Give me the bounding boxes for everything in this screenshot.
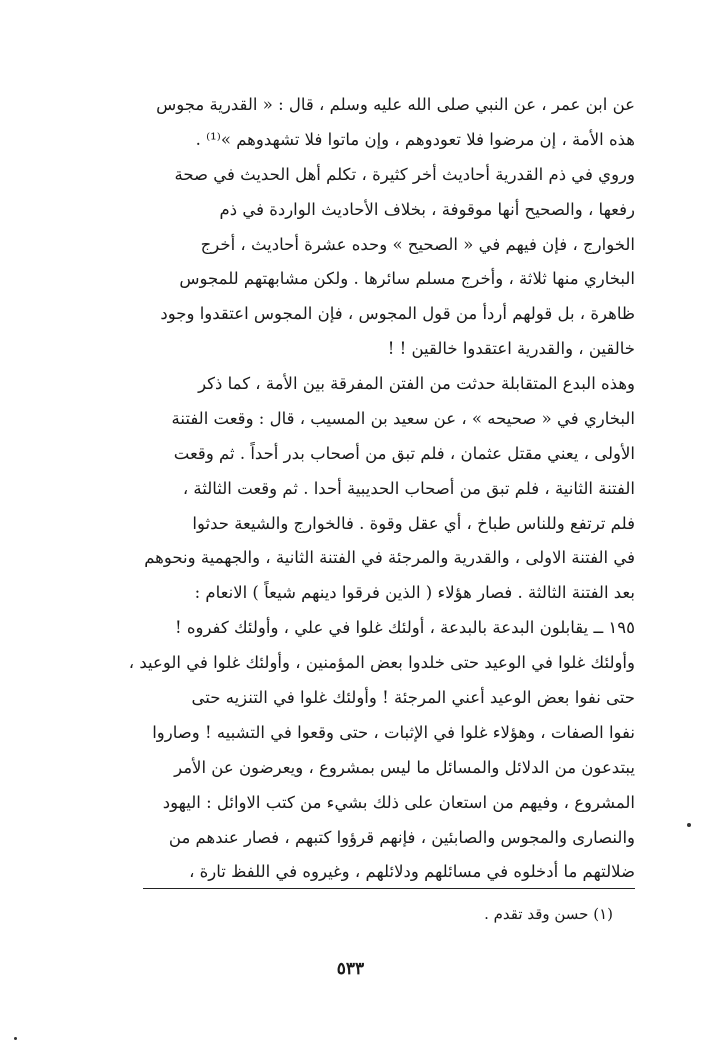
paragraph-2 bbox=[95, 367, 635, 890]
text-line: البخاري في « صحيحه » ، عن سعيد بن المسيب ، قال : وقعت الفتنة bbox=[171, 408, 635, 428]
text-line: هذه الأمة ، إن مرضوا فلا تعودوهم ، وإن ماتوا فلا تشهدوهم »⁽¹⁾ . bbox=[195, 129, 635, 149]
text-line: وروي في ذم القدرية أحاديث أخر كثيرة ، تكلم أهل الحديث في صحة bbox=[174, 164, 635, 184]
margin-dot bbox=[687, 823, 691, 827]
text-line: الأولى ، يعني مقتل عثمان ، فلم تبق من أصحاب بدر أحداً . ثم وقعت bbox=[173, 443, 635, 463]
footnote-divider bbox=[143, 888, 635, 889]
text-line: حتى نفوا بعض الوعيد أعني المرجئة ! وأولئك غلوا في التنزيه حتى bbox=[191, 688, 635, 708]
text-line: ظاهرة ، بل قولهم أردأ من قول المجوس ، فإن المجوس اعتقدوا وجود bbox=[160, 304, 635, 324]
text-line: والنصارى والمجوس والصابئين ، فإنهم قرؤوا كتبهم ، فصار عندهم من bbox=[168, 827, 635, 847]
text-line: خالقين ، والقدرية اعتقدوا خالقين ! ! bbox=[387, 339, 635, 359]
page-number: ٥٣٣ bbox=[336, 959, 365, 979]
text-line: رفعها ، والصحيح أنها موقوفة ، بخلاف الأحاديث الواردة في ذم bbox=[219, 199, 635, 219]
text-line: الفتنة الثانية ، فلم تبق من أصحاب الحديبية أحدا . ثم وقعت الثالثة ، bbox=[182, 478, 635, 498]
text-line: وأولئك غلوا في الوعيد حتى خلدوا بعض المؤمنين ، وأولئك غلوا في الوعيد ، bbox=[128, 653, 635, 673]
text-line: البخاري منها ثلاثة ، وأخرج مسلم سائرها . ولكن مشابهتهم للمجوس bbox=[179, 269, 635, 289]
text-line: وهذه البدع المتقابلة حدثت من الفتن المفرقة بين الأمة ، كما ذكر bbox=[198, 374, 635, 393]
text-line: يبتدعون من الدلائل والمسائل ما ليس بمشروع ، ويعرضون عن الأمر bbox=[174, 757, 635, 777]
text-line: فلم ترتفع وللناس طباخ ، أي عقل وقوة . فالخوارج والشيعة حدثوا bbox=[192, 513, 635, 533]
footnote: (١) حسن وقد تقدم . bbox=[484, 905, 613, 923]
text-line: نفوا الصفات ، وهؤلاء غلوا في الإثبات ، حتى وقعوا في التشبيه ! وصاروا bbox=[152, 722, 635, 742]
text-line: ١٩٥ ــ يقابلون البدعة بالبدعة ، أولئك غلوا في علي ، وأولئك كفروه ! bbox=[174, 618, 635, 638]
text-line: في الفتنة الاولى ، والقدرية والمرجئة في الفتنة الثانية ، والجهمية ونحوهم bbox=[144, 548, 635, 568]
margin-dot bbox=[14, 1037, 17, 1040]
text-line: المشروع ، وفيهم من استعان على ذلك بشيء من كتب الاوائل : اليهود bbox=[162, 792, 635, 812]
text-line: بعد الفتنة الثالثة . فصار هؤلاء ( الذين فرقوا دينهم شيعاً ) الانعام : bbox=[194, 583, 635, 603]
text-line: ضلالتهم ما أدخلوه في مسائلهم ودلائلهم ، وغيروه في اللفظ تارة ، bbox=[189, 862, 635, 882]
text-line: عن ابن عمر ، عن النبي صلى الله عليه وسلم ، قال : « القدرية مجوس bbox=[156, 95, 635, 114]
text-line: الخوارج ، فإن فيهم في « الصحيح » وحده عشرة أحاديث ، أخرج bbox=[200, 234, 635, 254]
paragraph-1 bbox=[95, 88, 635, 367]
